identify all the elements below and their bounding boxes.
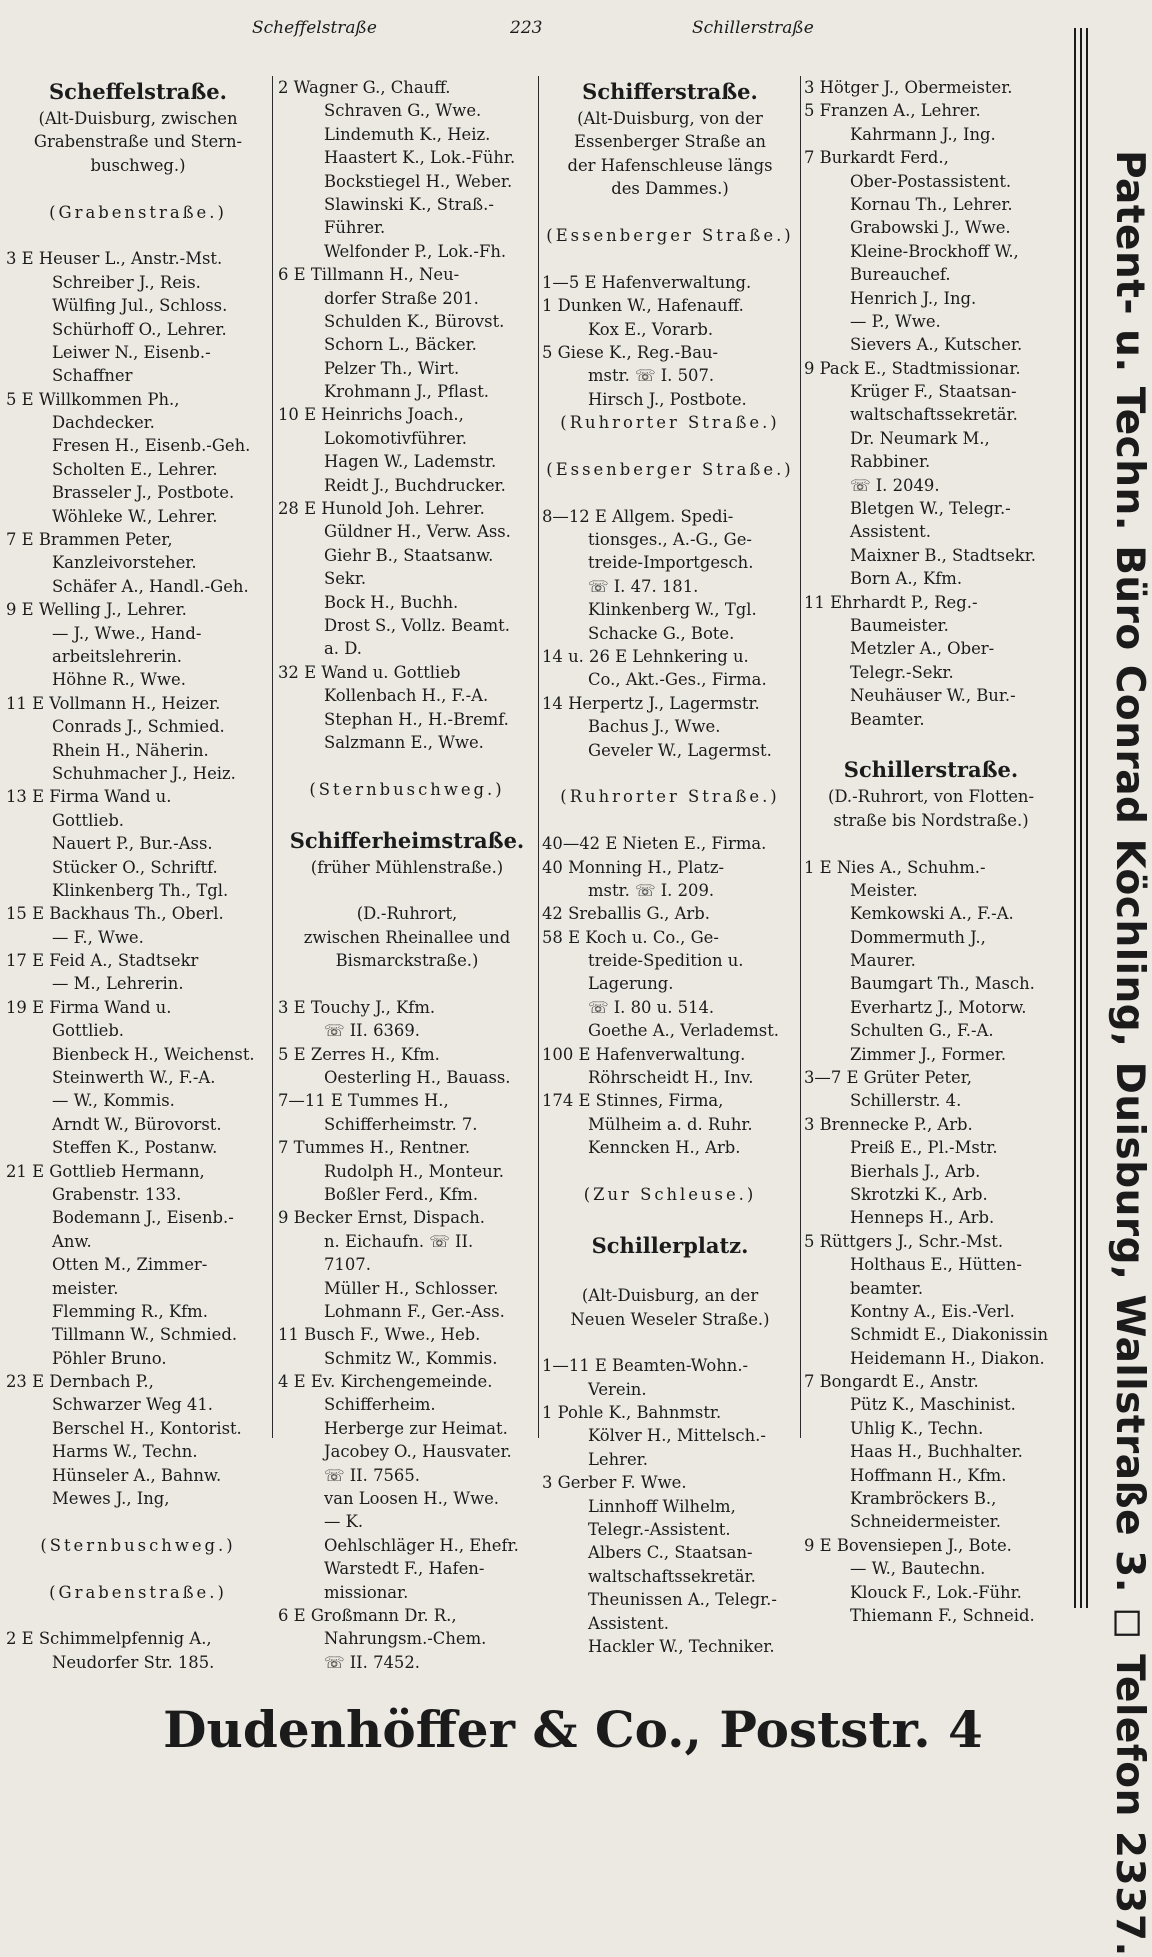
directory-line [804,832,1058,855]
directory-line: Bierhals J., Arb. [850,1161,981,1181]
directory-line: Hackler W., Techniker. [588,1637,775,1656]
directory-line: Zimmer J., Former. [850,1044,1007,1064]
directory-line [6,224,270,247]
directory-line [542,434,798,457]
directory-line: 8—12 E Allgem. Spedi- [542,506,734,526]
directory-line: 3—7 E Grüter Peter, [804,1068,972,1088]
directory-line: Lagerung. [588,974,674,994]
directory-line: Röhrscheidt H., Inv. [588,1068,754,1088]
directory-line: Anw. [52,1231,92,1251]
directory-line: Theunissen A., Telegr.- [588,1590,777,1610]
directory-line: 13 E Firma Wand u. [6,787,172,807]
directory-line: Schacke G., Bote. [588,623,735,643]
directory-line [542,247,798,270]
directory-line: Sekr. [324,569,367,589]
directory-line: Warstedt F., Hafen- [324,1559,485,1579]
directory-line [278,972,536,995]
directory-line: Salzmann E., Wwe. [324,732,484,752]
directory-line: Schorn L., Bäcker. [324,335,477,355]
directory-line: Neudorfer Str. 185. [52,1652,215,1672]
directory-line: (Ruhrorter Straße.) [560,413,780,433]
directory-line: Hagen W., Lademstr. [324,452,497,472]
directory-line: ☏ II. 7452. [324,1652,420,1672]
directory-line: Skrotzki K., Arb. [850,1184,988,1204]
directory-line: mstr. ☏ I. 209. [588,880,715,900]
street-heading: Schifferheimstraße. [289,827,525,853]
directory-line: 7 Burkardt Ferd., [804,148,949,168]
directory-line: Herberge zur Heimat. [324,1418,508,1438]
directory-line: Schifferheim. [324,1395,436,1415]
directory-line: 9 Pack E., Stadtmissionar. [804,358,1021,378]
directory-line: 7 Bongardt E., Anstr. [804,1372,979,1392]
directory-line: Essenberger Straße an [574,132,766,152]
directory-line: Krüger F., Staatsan- [850,382,1017,402]
directory-line [6,1510,270,1533]
directory-line: 15 E Backhaus Th., Oberl. [6,904,224,924]
directory-line: Schmitz W., Kommis. [324,1348,498,1368]
sidebar-rule [1074,28,1076,1608]
directory-line: Sievers A., Kutscher. [850,335,1023,355]
directory-line: 32 E Wand u. Gottlieb [278,662,461,682]
directory-line [542,809,798,832]
directory-line: van Loosen H., Wwe. [324,1489,500,1509]
running-head-right: Schillerstraße [692,18,814,38]
directory-line: Born A., Kfm. [850,569,963,589]
directory-line: Kenncken H., Arb. [588,1138,741,1158]
directory-line: Baumgart Th., Masch. [850,974,1035,994]
sidebar-rule [1086,28,1088,1608]
directory-line: Bletgen W., Telegr.- [850,499,1011,519]
directory-line: Bureauchef. [850,265,951,285]
directory-line: Co., Akt.-Ges., Firma. [588,670,767,690]
directory-line [278,879,536,902]
directory-line: (Sternbuschweg.) [40,1535,236,1555]
directory-line: Kornau Th., Lehrer. [850,194,1013,214]
directory-line: Kleine-Brockhoff W., [850,241,1019,261]
directory-line: straße bis Nordstraße.) [833,810,1029,830]
directory-line: meister. [52,1278,119,1298]
directory-line: waltschaftssekretär. [588,1566,756,1586]
directory-line: Höhne R., Wwe. [52,670,186,690]
street-heading: Schillerplatz. [591,1232,749,1258]
directory-line: — K. [324,1512,364,1532]
directory-line: Schmidt E., Diakonissin [850,1325,1049,1345]
directory-line: Wülfing Jul., Schloss. [52,296,228,316]
directory-line: Kox E., Vorarb. [588,319,714,339]
directory-line: Slawinski K., Straß.- [324,194,494,214]
directory-line: 5 E Zerres H., Kfm. [278,1044,440,1064]
directory-line: Otten M., Zimmer- [52,1255,208,1275]
directory-line: Henneps H., Arb. [850,1208,995,1228]
directory-line: Conrads J., Schmied. [52,717,225,737]
sidebar-rule [1080,28,1082,1608]
directory-line: Berschel H., Kontorist. [52,1418,242,1438]
column-divider [800,76,801,1438]
directory-line: Stephan H., H.-Bremf. [324,709,509,729]
column-2 [278,76,536,1674]
directory-line: a. D. [324,639,362,659]
directory-line: Reidt J., Buchdrucker. [324,475,506,495]
directory-line: Güldner H., Verw. Ass. [324,522,511,542]
directory-line: 5 Franzen A., Lehrer. [804,101,981,121]
directory-line: — W., Kommis. [52,1091,175,1111]
directory-line: Müller H., Schlosser. [324,1278,499,1298]
directory-line: Führer. [324,218,386,238]
directory-line: Klouck F., Lok.-Führ. [850,1582,1022,1602]
directory-line: Schillerstr. 4. [850,1091,962,1111]
directory-line: Welfonder P., Lok.-Fh. [324,241,507,261]
directory-line: Kölver H., Mittelsch.- [588,1426,766,1446]
directory-line: Schaffner [52,366,133,386]
column-3 [542,76,798,1658]
directory-line: 5 Rüttgers J., Schr.-Mst. [804,1231,1004,1251]
directory-line: Pelzer Th., Wirt. [324,358,460,378]
sidebar-advert-text: Patent- u. Techn. Büro Conrad Köchling, Duisburg, Wallstraße 3. ◻ Telefon 2337. [1107,150,1152,1957]
directory-line: Steinwerth W., F.-A. [52,1068,216,1088]
street-heading: Schifferstraße. [582,79,758,104]
directory-line: 2 Wagner G., Chauff. [278,78,451,97]
directory-line: Gottlieb. [52,810,125,830]
directory-line: treide-Spedition u. [588,951,744,971]
directory-line: 7 E Brammen Peter, [6,530,173,550]
directory-line: waltschaftssekretär. [850,405,1018,425]
directory-line: Schneidermeister. [850,1512,1001,1532]
directory-line: zwischen Rheinallee und [303,927,511,947]
directory-line: (Alt-Duisburg, zwischen [38,109,238,128]
directory-line: beamter. [850,1278,924,1298]
directory-line: ☏ I. 2049. [850,475,940,495]
directory-line: 40—42 E Nieten E., Firma. [542,834,767,854]
directory-line: Assistent. [850,522,931,542]
directory-line [542,481,798,504]
directory-line: missionar. [324,1582,409,1602]
directory-line: (früher Mühlenstraße.) [310,857,504,877]
directory-line: Krambröckers B., [850,1489,997,1509]
directory-line: Verein. [588,1379,647,1399]
directory-line: (D.-Ruhrort, [356,904,458,924]
directory-line: mstr. ☏ I. 507. [588,366,715,386]
directory-line: des Dammes.) [611,179,729,199]
directory-line: Baumeister. [850,615,949,635]
directory-line: Telegr.-Assistent. [588,1520,731,1540]
directory-line: Schifferheimstr. 7. [324,1114,478,1134]
directory-line: 5 E Willkommen Ph., [6,389,180,409]
directory-line [542,1261,798,1284]
directory-line: — M., Lehrerin. [52,974,184,994]
page-number: 223 [510,18,543,38]
directory-line: arbeitslehrerin. [52,646,182,666]
directory-line: Mewes J., Ing, [52,1489,170,1509]
directory-line: Arndt W., Bürovorst. [52,1114,222,1134]
directory-line: Schulden K., Bürovst. [324,311,505,331]
directory-line: Harms W., Techn. [52,1442,198,1462]
directory-line: Wöhleke W., Lehrer. [52,506,218,526]
directory-line: 11 Busch F., Wwe., Heb. [278,1325,481,1345]
street-heading: Scheffelstraße. [49,79,227,104]
directory-line: (Alt-Duisburg, an der [581,1286,759,1306]
directory-line: Jacobey O., Hausvater. [324,1442,512,1462]
directory-line: 4 E Ev. Kirchengemeinde. [278,1372,493,1392]
directory-line: 28 E Hunold Joh. Lehrer. [278,499,485,519]
directory-line: ☏ I. 80 u. 514. [588,997,715,1017]
directory-line: (Essenberger Straße.) [546,225,794,245]
directory-line: 58 E Koch u. Co., Ge- [542,927,719,947]
directory-line: Oehlschläger H., Ehefr. [324,1535,519,1555]
directory-line: 5 Giese K., Reg.-Bau- [542,342,719,362]
directory-line: Heidemann H., Diakon. [850,1348,1045,1368]
directory-line [542,1331,798,1354]
directory-line: 23 E Dernbach P., [6,1372,154,1392]
directory-line: 6 E Tillmann H., Neu- [278,265,460,285]
directory-line: (Grabenstraße.) [49,1582,227,1602]
directory-line: 3 E Touchy J., Kfm. [278,997,436,1017]
directory-line: Rudolph H., Monteur. [324,1161,504,1181]
directory-line [278,754,536,777]
directory-line: Nauert P., Bur.-Ass. [52,834,213,854]
directory-line: Linnhoff Wilhelm, [588,1496,736,1516]
directory-line: 3 E Heuser L., Anstr.-Mst. [6,249,223,269]
directory-line: (Essenberger Straße.) [546,459,794,479]
directory-line: Hoffmann H., Kfm. [850,1465,1007,1485]
directory-line: buschweg.) [90,155,186,175]
directory-line: Maixner B., Stadtsekr. [850,545,1036,565]
directory-line: 40 Monning H., Platz- [542,857,725,877]
directory-line: 7 Tummes H., Rentner. [278,1138,471,1158]
directory-line: Giehr B., Staatsanw. [324,545,494,565]
directory-line: Hünseler A., Bahnw. [52,1465,222,1485]
directory-line: Schürhoff O., Lehrer. [52,319,227,339]
directory-line: Steffen K., Postanw. [52,1138,218,1158]
directory-line: Schuhmacher J., Heiz. [52,763,236,783]
directory-line: Neuhäuser W., Bur.- [850,686,1016,706]
directory-line: Oesterling H., Bauass. [324,1068,511,1088]
directory-line: Klinkenberg Th., Tgl. [52,880,229,900]
directory-line: Maurer. [850,951,916,971]
directory-line [6,177,270,200]
directory-line: (Sternbuschweg.) [309,779,505,799]
directory-line: Albers C., Staatsan- [588,1543,753,1563]
column-4 [804,76,1058,1627]
directory-line: Lokomotivführer. [324,428,468,448]
directory-line: Kanzleivorsteher. [52,553,197,573]
directory-line: 9 Becker Ernst, Dispach. [278,1208,486,1228]
directory-line: 7—11 E Tummes H., [278,1091,449,1111]
directory-line: (Alt-Duisburg, von der [577,109,763,128]
directory-line: Kahrmann J., Ing. [850,124,996,144]
directory-line: 14 u. 26 E Lehnkering u. [542,646,749,666]
directory-line: Dr. Neumark M., [850,428,990,448]
directory-line: 3 Gerber F. Wwe. [542,1473,687,1493]
directory-line: 10 E Heinrichs Joach., [278,405,464,425]
directory-line: Grabenstr. 133. [52,1184,182,1204]
directory-line: Haastert K., Lok.-Führ. [324,148,516,168]
directory-line: Metzler A., Ober- [850,639,995,659]
directory-line: Grabenstraße und Stern- [33,132,243,152]
directory-line: Drost S., Vollz. Beamt. [324,615,510,635]
directory-line: ☏ II. 7565. [324,1465,420,1485]
directory-line: — F., Wwe. [52,927,144,947]
directory-line: 9 E Bovensiepen J., Bote. [804,1535,1012,1555]
directory-line: 11 E Vollmann H., Heizer. [6,693,221,713]
directory-line: Scholten E., Lehrer. [52,459,218,479]
directory-line: 21 E Gottlieb Hermann, [6,1161,205,1181]
directory-line: Rhein H., Näherin. [52,740,209,760]
advert-sidebar [1060,0,1152,1957]
directory-line: Pöhler Bruno. [52,1348,167,1368]
directory-line: Mülheim a. d. Ruhr. [588,1114,753,1134]
directory-line: 42 Sreballis G., Arb. [542,904,710,924]
directory-line: Thiemann F., Schneid. [850,1606,1035,1625]
directory-line: Meister. [850,880,918,900]
directory-line: 3 Hötger J., Obermeister. [804,78,1013,97]
directory-line: 1 Pohle K., Bahnmstr. [542,1403,722,1423]
directory-line: Schulten G., F.-A. [850,1021,994,1041]
directory-line: Lehrer. [588,1449,648,1469]
directory-line: — W., Bautechn. [850,1559,986,1579]
directory-line: 3 Brennecke P., Arb. [804,1114,973,1134]
directory-line: Hirsch J., Postbote. [588,389,747,409]
directory-line: Telegr.-Sekr. [850,662,954,682]
directory-line: (Grabenstraße.) [49,202,227,222]
directory-line: Klinkenberg W., Tgl. [588,600,757,620]
directory-line [804,731,1058,754]
directory-line: treide-Importgesch. [588,553,754,573]
column-1 [6,76,270,1674]
directory-line: Preiß E., Pl.-Mstr. [850,1138,998,1158]
directory-line: Rabbiner. [850,452,931,472]
directory-line: 1 E Nies A., Schuhm.- [804,857,986,877]
directory-line: 1—5 E Hafenverwaltung. [542,272,752,292]
directory-line: Uhlig K., Techn. [850,1418,984,1438]
directory-line: Schraven G., Wwe. [324,101,482,121]
directory-line: Haas H., Buchhalter. [850,1442,1023,1462]
directory-line: Gottlieb. [52,1021,125,1041]
directory-line: Bock H., Buchh. [324,592,459,612]
directory-line: 1 Dunken W., Hafenauff. [542,296,744,316]
directory-line: der Hafenschleuse längs [567,155,773,175]
directory-line: Lohmann F., Ger.-Ass. [324,1301,505,1321]
directory-line: Schwarzer Weg 41. [52,1395,213,1415]
directory-line: (D.-Ruhrort, von Flotten- [827,787,1035,807]
column-divider [272,76,273,1438]
directory-line: 17 E Feid A., Stadtsekr [6,951,199,971]
directory-line [6,1557,270,1580]
directory-line: 7107. [324,1255,371,1275]
directory-line: Flemming R., Kfm. [52,1301,208,1321]
directory-line: — P., Wwe. [850,311,941,331]
directory-line: Dachdecker. [52,413,155,433]
directory-line: Holthaus E., Hütten- [850,1255,1022,1275]
directory-line: 6 E Großmann Dr. R., [278,1606,457,1625]
directory-line: Bodemann J., Eisenb.- [52,1208,234,1228]
directory-line [542,762,798,785]
directory-line: Goethe A., Verlademst. [588,1021,780,1041]
running-head-left: Scheffelstraße [252,18,377,38]
directory-line: Bismarckstraße.) [335,951,479,971]
directory-line: Krohmann J., Pflast. [324,382,490,402]
directory-line: Boßler Ferd., Kfm. [324,1184,479,1204]
directory-line: Brasseler J., Postbote. [52,483,235,503]
directory-line [6,1604,270,1627]
directory-line: Kemkowski A., F.-A. [850,904,1014,924]
directory-line: Kollenbach H., F.-A. [324,686,489,706]
directory-line: dorfer Straße 201. [324,288,479,308]
directory-line: Geveler W., Lagermst. [588,740,772,760]
column-divider [538,76,539,1438]
directory-line: Everhartz J., Motorw. [850,997,1027,1017]
directory-line: Dommermuth J., [850,927,986,947]
directory-line: Bachus J., Wwe. [588,717,721,737]
directory-line: n. Eichaufn. ☏ II. [324,1231,474,1251]
directory-line [542,1206,798,1229]
directory-line: Henrich J., Ing. [850,288,977,308]
directory-line: Beamter. [850,709,925,729]
directory-line: Kontny A., Eis.-Verl. [850,1301,1015,1321]
directory-line [542,1160,798,1183]
street-heading: Schillerstraße. [843,757,1019,783]
directory-line: ☏ II. 6369. [324,1021,420,1041]
directory-line: 1—11 E Beamten-Wohn.- [542,1356,749,1376]
directory-line: Pütz K., Maschinist. [850,1395,1016,1415]
directory-line: 19 E Firma Wand u. [6,997,172,1017]
directory-line: Bienbeck H., Weichenst. [52,1044,255,1064]
directory-line: Lindemuth K., Heiz. [324,124,491,144]
directory-line: Schäfer A., Handl.-Geh. [52,576,249,596]
directory-line: 14 Herpertz J., Lagermstr. [542,693,760,713]
directory-line [542,201,798,224]
footer-advert: Dudenhöffer & Co., Poststr. 4 [163,1700,983,1759]
directory-line: 11 Ehrhardt P., Reg.- [804,592,978,612]
directory-line: tionsges., A.-G., Ge- [588,530,752,550]
directory-line: 174 E Stinnes, Firma, [542,1091,724,1111]
directory-line: Grabowski J., Wwe. [850,218,1011,238]
directory-line: Stücker O., Schriftf. [52,857,218,877]
directory-line: Nahrungsm.-Chem. [324,1629,487,1649]
directory-line: Fresen H., Eisenb.-Geh. [52,436,251,456]
directory-line: Tillmann W., Schmied. [52,1325,238,1345]
directory-line: Schreiber J., Reis. [52,272,201,292]
directory-line: Leiwer N., Eisenb.- [52,342,211,362]
directory-line: ☏ I. 47. 181. [588,576,699,596]
directory-line: Bockstiegel H., Weber. [324,171,513,191]
directory-line: — J., Wwe., Hand- [52,623,202,643]
directory-line: 2 E Schimmelpfennig A., [6,1629,212,1649]
directory-line: 100 E Hafenverwaltung. [542,1044,746,1064]
directory-line [278,801,536,824]
directory-line: Assistent. [588,1613,669,1633]
directory-line: (Zur Schleuse.) [583,1184,757,1204]
directory-line: Neuen Weseler Straße.) [570,1309,770,1329]
directory-line: Ober-Postassistent. [850,171,1012,191]
directory-line: 9 E Welling J., Lehrer. [6,600,187,620]
directory-line: (Ruhrorter Straße.) [560,787,780,807]
